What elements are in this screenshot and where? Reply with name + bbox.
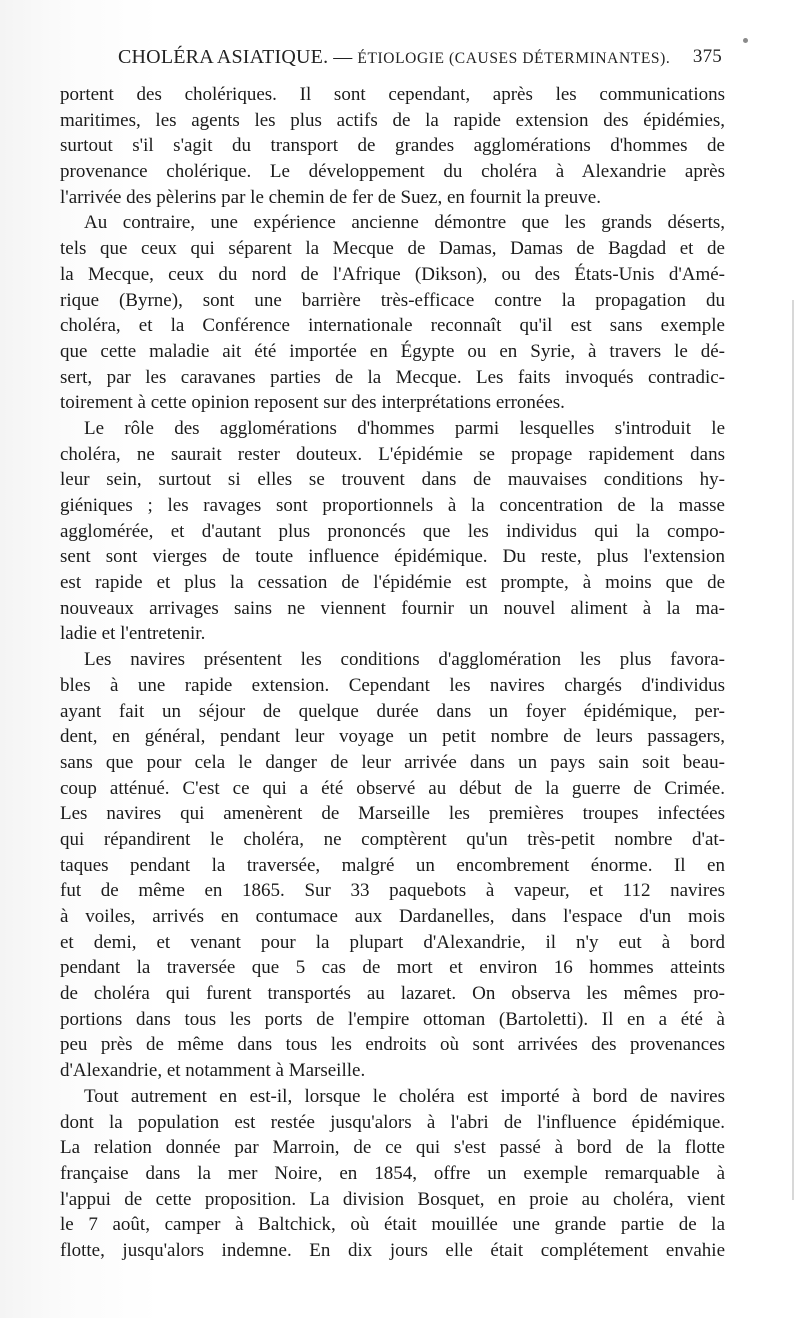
text-line: rique (Byrne), sont une barrière très-efficace contre la propagation du (60, 289, 725, 311)
text-line: que cette maladie ait été importée en Égypte ou en Syrie, à travers le dé- (60, 340, 725, 362)
text-line: ladie et l'entretenir. (60, 623, 206, 645)
text-line: surtout s'il s'agit du transport de grandes agglomérations d'hommes de (60, 135, 725, 157)
text-line: d'Alexandrie, et notamment à Marseille. (60, 1060, 366, 1082)
text-line: provenance cholérique. Le développement du choléra à Alexandrie après (60, 161, 725, 183)
text-line: pendant la traversée que 5 cas de mort et environ 16 hommes atteints (60, 957, 725, 979)
page-number: 375 (692, 46, 722, 67)
text-line: flotte, jusqu'alors indemne. En dix jours elle était complétement envahie (60, 1239, 725, 1261)
text-line: giéniques ; les ravages sont proportionnels à la concentration de la masse (60, 495, 725, 516)
text-line: tels que ceux qui séparent la Mecque de Damas, Damas de Bagdad et de (60, 238, 725, 260)
text-line: Les navires présentent les conditions d'agglomération les plus favora- (84, 649, 725, 671)
text-line: portions dans tous les ports de l'empire ottoman (Bartoletti). Il en a été à (60, 1008, 725, 1030)
text-line: et demi, et venant pour la plupart d'Alexandrie, il n'y eut à bord (60, 931, 725, 953)
text-line: l'arrivée des pèlerins par le chemin de fer de Suez, en fournit la preuve. (60, 186, 601, 208)
text-line: Au contraire, une expérience ancienne démontre que les grands déserts, (84, 212, 725, 234)
text-line: portent des cholériques. Il sont cependant, après les communications (60, 84, 725, 105)
text-line: peu près de même dans tous les endroits où sont arrivées des provenances (60, 1034, 725, 1056)
text-line: La relation donnée par Marroin, de ce qui s'est passé à bord de la flotte (60, 1137, 725, 1159)
body-text (60, 82, 725, 1264)
text-line: ayant fait un séjour de quelque durée dans un foyer épidémique, per- (60, 700, 725, 722)
running-header (60, 42, 725, 74)
text-line: Le rôle des agglomérations d'hommes parmi lesquelles s'introduit le (84, 417, 725, 439)
running-title (118, 46, 670, 69)
header-main-title: CHOLÉRA ASIATIQUE. (118, 46, 329, 68)
text-line: sans que pour cela le danger de leur arrivée dans un pays sain soit beau- (60, 751, 725, 773)
header-separator: — (333, 47, 353, 68)
ink-speck (743, 38, 748, 43)
page-edge-shadow (792, 300, 794, 1200)
text-line: choléra, et la Conférence internationale reconnaît qu'il est sans exemple (60, 315, 725, 337)
text-line: le 7 août, camper à Baltchick, où était mouillée une grande partie de la (60, 1214, 725, 1236)
text-line: agglomérée, et d'autant plus prononcés que les individus qui la compo- (60, 520, 725, 542)
text-line: à voiles, arrivés en contumace aux Dardanelles, dans l'espace d'un mois (60, 906, 725, 927)
text-line: est rapide et plus la cessation de l'épidémie est prompte, à moins que de (60, 572, 725, 594)
text-line: choléra, ne saurait rester douteux. L'épidémie se propage rapidement dans (60, 443, 725, 465)
text-line: coup atténué. C'est ce qui a été observé au début de la guerre de Crimée. (60, 777, 725, 799)
header-sub-title: ÉTIOLOGIE (CAUSES DÉTERMINANTES). (357, 50, 671, 67)
text-line: de choléra qui furent transportés au lazaret. On observa les mêmes pro- (60, 983, 725, 1005)
text-line: sert, par les caravanes parties de la Mecque. Les faits invoqués contradic- (60, 366, 725, 388)
text-line: fut de même en 1865. Sur 33 paquebots à vapeur, et 112 navires (60, 880, 725, 902)
text-line: qui répandirent le choléra, ne comptèrent qu'un très-petit nombre d'at- (60, 828, 725, 850)
text-line: nouveaux arrivages sains ne viennent fournir un nouvel aliment à la ma- (60, 597, 725, 619)
text-line: Tout autrement en est-il, lorsque le choléra est importé à bord de navires (84, 1085, 725, 1107)
text-line: l'appui de cette proposition. La division Bosquet, en proie au choléra, vient (60, 1188, 725, 1210)
text-line: la Mecque, ceux du nord de l'Afrique (Dikson), ou des États-Unis d'Amé- (60, 263, 725, 285)
text-line: maritimes, les agents les plus actifs de la rapide extension des épidémies, (60, 109, 725, 131)
text-line: toirement à cette opinion reposent sur des interprétations erronées. (60, 392, 565, 414)
text-line: taques pendant la traversée, malgré un encombrement énorme. Il en (60, 854, 725, 876)
text-line: française dans la mer Noire, en 1854, offre un exemple remarquable à (60, 1162, 725, 1184)
text-line: Les navires qui amenèrent de Marseille les premières troupes infectées (60, 803, 725, 825)
text-line: dent, en général, pendant leur voyage un petit nombre de leurs passagers, (60, 726, 725, 748)
text-line: sent sont vierges de toute influence épidémique. Du reste, plus l'extension (60, 546, 725, 568)
text-line: bles à une rapide extension. Cependant les navires chargés d'individus (60, 674, 725, 696)
text-line: dont la population est restée jusqu'alors à l'abri de l'influence épidémique. (60, 1111, 725, 1133)
text-line: leur sein, surtout si elles se trouvent dans de mauvaises conditions hy- (60, 469, 725, 491)
